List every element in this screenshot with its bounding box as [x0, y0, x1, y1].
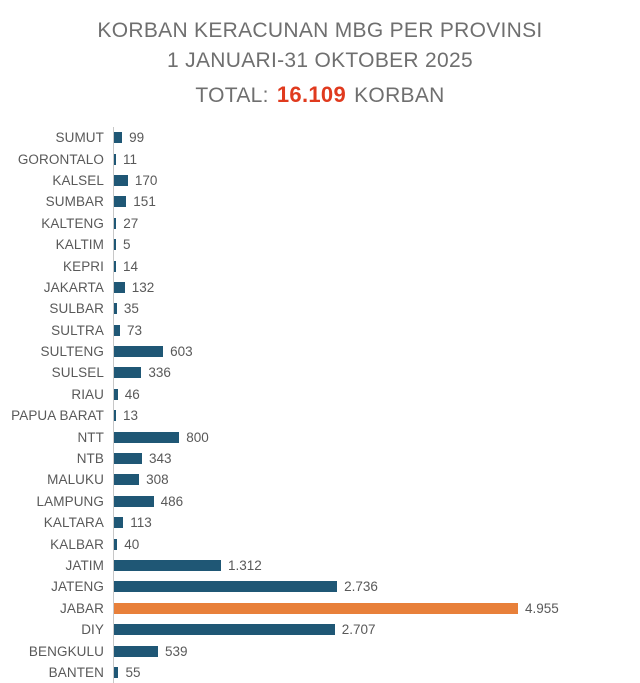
- bar: [114, 496, 154, 507]
- bar-value-label: 11: [123, 151, 138, 167]
- bar-track: [113, 234, 640, 255]
- category-label: JATIM: [65, 558, 104, 573]
- bar: [114, 667, 118, 678]
- bar-row: [0, 298, 640, 319]
- bar-value-label: 99: [129, 130, 145, 146]
- bar-row: [0, 576, 640, 597]
- bar-row: [0, 469, 640, 490]
- bar: [114, 218, 116, 229]
- bar-track: [113, 277, 640, 298]
- bar: [114, 196, 126, 207]
- bar: [114, 646, 158, 657]
- bar-value-label: 40: [124, 536, 140, 552]
- bar: [114, 432, 179, 443]
- category-label: KALTENG: [41, 215, 104, 231]
- category-label: MALUKU: [47, 472, 104, 488]
- total-label-prefix: TOTAL:: [195, 84, 269, 107]
- bar: [114, 560, 221, 571]
- bar: [114, 303, 117, 314]
- chart-total: [0, 78, 640, 113]
- bar-plot-area: [0, 127, 640, 683]
- category-label: SULTRA: [51, 322, 104, 338]
- bar-row: [0, 512, 640, 533]
- category-label: KALTIM: [55, 237, 104, 253]
- category-label: KEPRI: [62, 258, 104, 274]
- category-label: KALBAR: [50, 536, 104, 552]
- bar: [114, 581, 337, 592]
- bar-row: [0, 662, 640, 683]
- bar-track: [113, 341, 640, 362]
- bar-track: [113, 426, 640, 447]
- bar: [114, 367, 141, 378]
- bar: [114, 539, 117, 550]
- chart-title: KORBAN KERACUNAN MBG PER PROVINSI: [97, 19, 543, 42]
- category-label: BANTEN: [48, 664, 104, 680]
- bar-value-label: 73: [126, 322, 142, 338]
- bar-value-label: 308: [146, 472, 169, 488]
- bar-row: [0, 555, 640, 576]
- bar-track: [113, 512, 640, 533]
- bar-track: [113, 555, 640, 576]
- bar-value-label: 2.736: [344, 579, 378, 595]
- category-label: GORONTALO: [17, 151, 104, 167]
- bar-row: [0, 234, 640, 255]
- bar-track: [113, 619, 640, 640]
- bar-track: [113, 148, 640, 169]
- bar-row: [0, 191, 640, 212]
- category-label: JABAR: [59, 600, 104, 616]
- bar-value-label: 336: [148, 365, 171, 381]
- bar-track: [113, 533, 640, 554]
- category-label: SULSEL: [51, 365, 104, 381]
- bar-value-label: 603: [170, 344, 193, 360]
- bar-row: [0, 127, 640, 148]
- bar-track: [113, 469, 640, 490]
- bar-track: [113, 448, 640, 469]
- bar-value-label: 800: [186, 429, 209, 445]
- bar-track: [113, 491, 640, 512]
- bar: [114, 453, 142, 464]
- category-label: SUMBAR: [45, 194, 104, 210]
- bar-track: [113, 298, 640, 319]
- bar-row: [0, 448, 640, 469]
- bar-track: [113, 320, 640, 341]
- bar-row: [0, 341, 640, 362]
- category-label: RIAU: [71, 386, 104, 402]
- bar: [114, 389, 118, 400]
- bar-row: [0, 277, 640, 298]
- bar-value-label: 27: [123, 215, 139, 231]
- category-label: KALTARA: [43, 515, 104, 531]
- bar-row: [0, 405, 640, 426]
- bar-row: [0, 533, 640, 554]
- bar-row: [0, 491, 640, 512]
- category-label: PAPUA BARAT: [11, 408, 104, 424]
- category-label: NTB: [76, 451, 104, 467]
- bar-value-label: 14: [123, 258, 139, 274]
- category-label: KALSEL: [52, 172, 104, 188]
- bar: [114, 410, 116, 421]
- bar-value-label: 5: [123, 237, 131, 253]
- bar-track: [113, 384, 640, 405]
- bar: [114, 474, 139, 485]
- bar-value-label: 35: [123, 301, 139, 317]
- bar: [114, 132, 122, 143]
- bar: [114, 261, 116, 272]
- bar-row: [0, 148, 640, 169]
- bar-track: [113, 170, 640, 191]
- bar: [114, 175, 128, 186]
- total-value: 16.109: [276, 82, 346, 107]
- bar-value-label: 132: [131, 279, 155, 295]
- bar-value-label: 1.312: [227, 558, 262, 573]
- bar: [114, 517, 123, 528]
- bar-track: [113, 576, 640, 597]
- bar-value-label: 113: [130, 515, 152, 531]
- bar: [114, 603, 518, 614]
- bar-row: [0, 426, 640, 447]
- bar-value-label: 151: [133, 194, 156, 210]
- bar: [114, 282, 125, 293]
- bar: [114, 239, 116, 250]
- bar: [114, 624, 335, 635]
- category-label: JAKARTA: [43, 279, 104, 295]
- bar-value-label: 55: [125, 664, 141, 680]
- bar: [114, 154, 116, 165]
- bar: [114, 325, 120, 336]
- bar-value-label: 170: [134, 172, 158, 188]
- chart-subtitle: 1 JANUARI-31 OKTOBER 2025: [167, 49, 473, 72]
- bar-track: [113, 662, 640, 683]
- bar-row: [0, 362, 640, 383]
- bar: [114, 346, 163, 357]
- category-label: BENGKULU: [28, 643, 104, 659]
- category-label: DIY: [81, 622, 104, 638]
- bar-row: [0, 170, 640, 191]
- bar-row: [0, 619, 640, 640]
- chart-title-block: [0, 0, 640, 113]
- category-label: SULBAR: [49, 301, 104, 317]
- bar-row: [0, 640, 640, 661]
- bar-track: [113, 213, 640, 234]
- bar-track: [113, 362, 640, 383]
- bar-row: [0, 255, 640, 276]
- bar-value-label: 46: [124, 386, 140, 402]
- category-label: LAMPUNG: [36, 493, 104, 509]
- bar-value-label: 2.707: [341, 622, 376, 638]
- category-label: NTT: [77, 429, 104, 445]
- bar-value-label: 539: [164, 643, 188, 659]
- category-label: SUMUT: [55, 130, 104, 146]
- total-label-suffix: KORBAN: [354, 84, 445, 107]
- bar-track: [113, 127, 640, 148]
- bar-track: [113, 191, 640, 212]
- bar-track: [113, 255, 640, 276]
- bar-row: [0, 598, 640, 619]
- bar-row: [0, 213, 640, 234]
- category-label: SULTENG: [40, 344, 104, 360]
- bar-value-label: 4.955: [525, 600, 559, 616]
- bar-track: [113, 405, 640, 426]
- bar-track: [113, 598, 640, 619]
- bar-value-label: 486: [160, 493, 184, 509]
- bar-track: [113, 640, 640, 661]
- bar-value-label: 343: [148, 451, 172, 467]
- category-label: JATENG: [51, 579, 104, 595]
- bar-value-label: 13: [123, 408, 139, 424]
- bar-row: [0, 320, 640, 341]
- bar-row: [0, 384, 640, 405]
